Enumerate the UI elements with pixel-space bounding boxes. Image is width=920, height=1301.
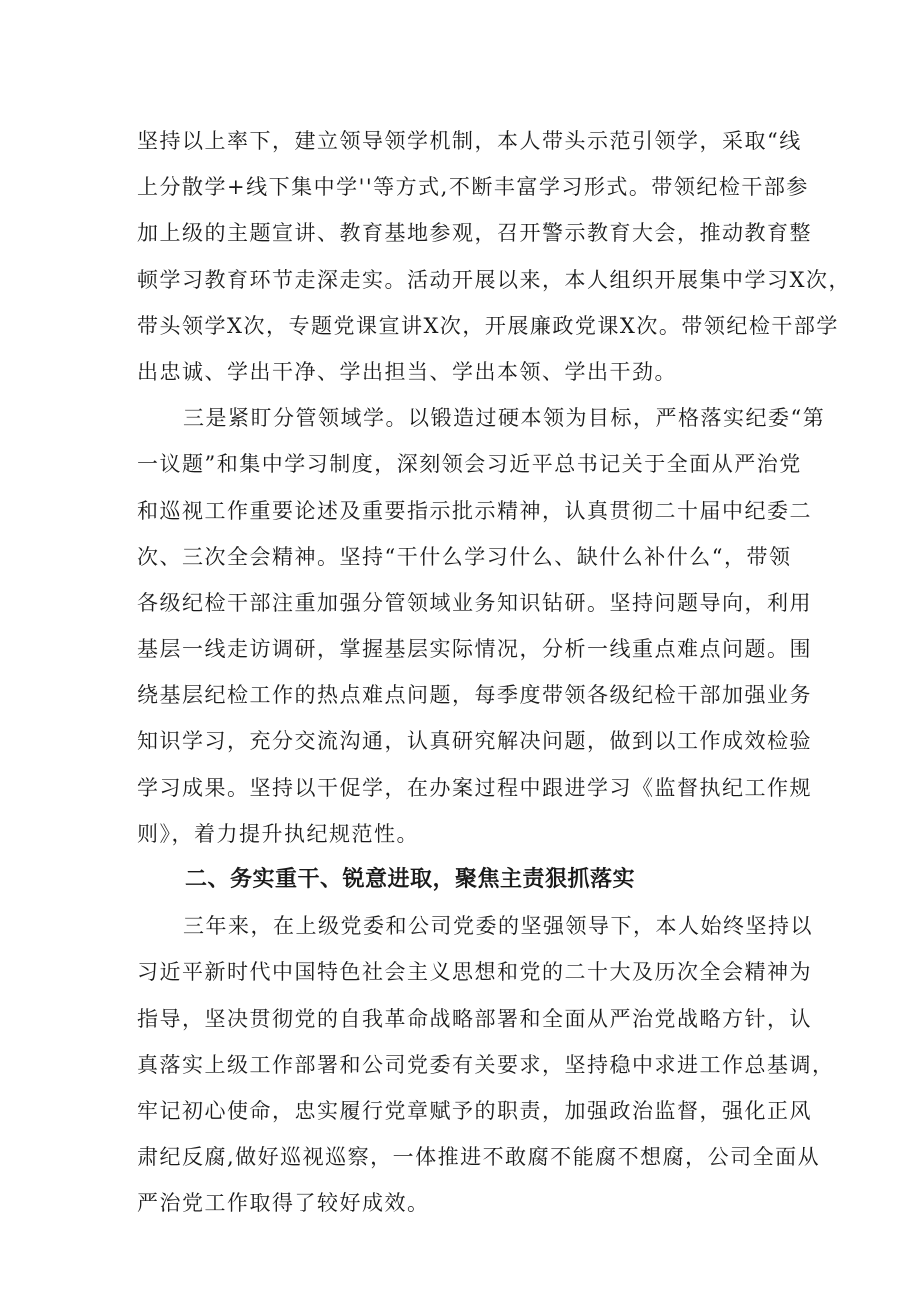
text-line: 绕基层纪检工作的热点难点问题，每季度带领各级纪检干部加强业务 [137, 683, 812, 708]
text-line: 加上级的主题宣讲、教育基地参观，召开警示教育大会，推动教育整 [137, 221, 812, 246]
text-line: 一议题”和集中学习制度，深刻领会习近平总书记关于全面从严治党 [137, 452, 802, 477]
text-line: 学习成果。坚持以干促学，在办案过程中跟进学习《监督执纪工作规 [137, 775, 812, 800]
text-line: 次、三次全会精神。坚持“干什么学习什么、缺什么补什么“，带领 [137, 544, 792, 569]
document-body [137, 118, 851, 1227]
text-line: 三是紧盯分管领域学。以锻造过硬本领为目标，严格落实纪委“第 [183, 406, 826, 431]
text-line: 三年来，在上级党委和公司党委的坚强领导下，本人始终坚持以 [183, 914, 813, 939]
text-line: 则》，着力提升执纪规范性。 [137, 821, 419, 846]
text-line: 顿学习教育环节走深走实。活动开展以来，本人组织开展集中学习X次， [137, 267, 851, 292]
text-line: 和巡视工作重要论述及重要指示批示精神，认真贯彻二十届中纪委二 [137, 498, 812, 523]
text-line: 指导，坚决贯彻党的自我革命战略部署和全面从严治党战略方针，认 [137, 1006, 812, 1031]
section-heading: 二、务实重干、锐意进取，聚焦主责狠抓落实 [185, 867, 636, 892]
text-line: 带头领学X次，专题党课宣讲X次，开展廉政党课X次。带领纪检干部学 [137, 313, 839, 338]
text-line: 上分散学+线下集中学''等方式,不断丰富学习形式。带领纪检干部参 [137, 175, 809, 200]
text-line: 真落实上级工作部署和公司党委有关要求，坚持稳中求进工作总基调， [137, 1052, 835, 1077]
text-line: 各级纪检干部注重加强分管领域业务知识钻研。坚持问题导向，利用 [137, 590, 812, 615]
text-line: 出忠诚、学出干净、学出担当、学出本领、学出干劲。 [137, 359, 677, 384]
text-line: 坚持以上率下，建立领导领学机制，本人带头示范引领学，采取“线 [137, 129, 802, 153]
text-line: 肃纪反腐,做好巡视巡察，一体推进不敢腐不能腐不想腐，公司全面从 [137, 1145, 821, 1170]
text-line: 习近平新时代中国特色社会主义思想和党的二十大及历次全会精神为 [137, 960, 812, 985]
paragraph-leadership-study [137, 118, 851, 395]
text-line: 牢记初心使命，忠实履行党章赋予的职责，加强政治监督，强化正风 [137, 1098, 812, 1123]
paragraph-three-years [137, 903, 835, 1226]
text-line: 知识学习，充分交流沟通，认真研究解决问题，做到以工作成效检验 [137, 729, 812, 754]
paragraph-domain-study [137, 395, 826, 857]
text-line: 基层一线走访调研，掌握基层实际情况，分析一线重点难点问题。围 [137, 637, 812, 662]
text-line: 严治党工作取得了较好成效。 [137, 1191, 430, 1216]
